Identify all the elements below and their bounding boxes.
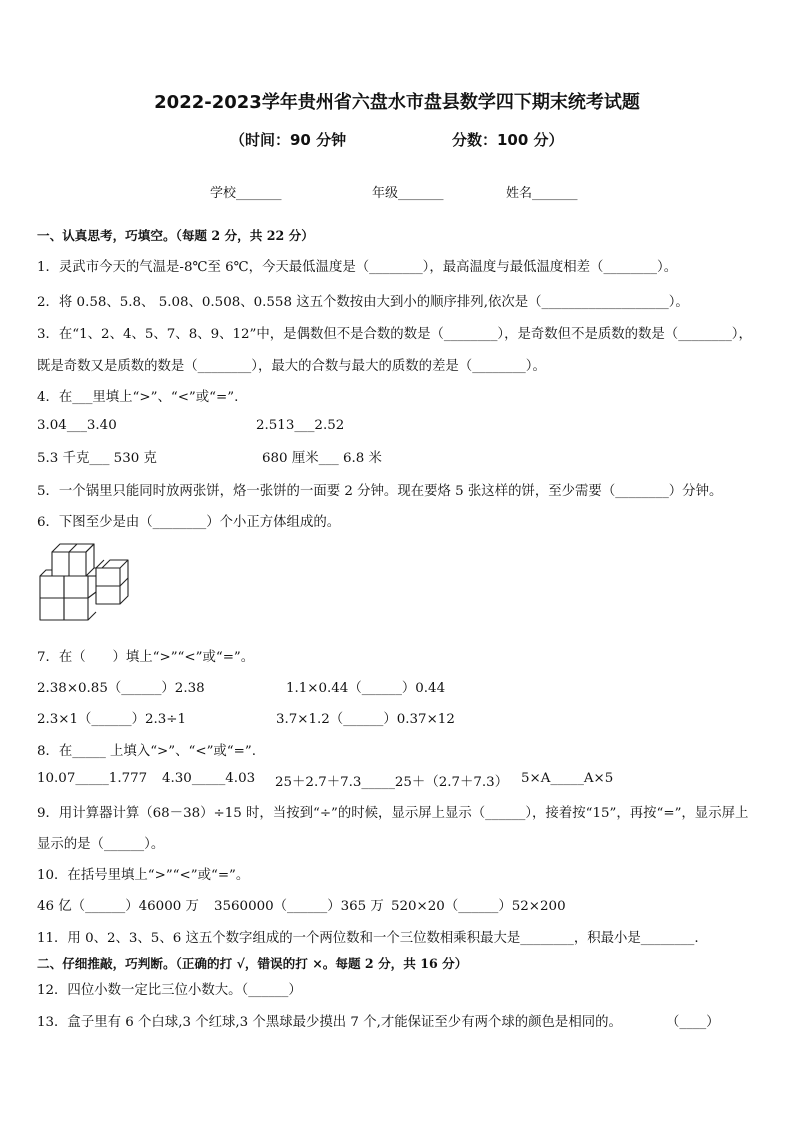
school-field: 学校_______	[210, 186, 282, 201]
question-2: 2．将 0.58、5.8、 5.08、0.508、0.558 这五个数按由大到小的顺序排列,依次是（___________________）。	[37, 295, 689, 310]
question-10-item: 3560000（______）365 万	[214, 899, 384, 914]
question-4-item: 2.513___2.52	[256, 418, 345, 433]
section-1-heading: 一、认真思考，巧填空。（每题 2 分，共 22 分）	[37, 228, 314, 243]
question-1: 1．灵武市今天的气温是-8℃至 6℃，今天最低温度是（________），最高温度与最低温度相差（________）。	[37, 260, 678, 275]
question-8: 8．在_____ 上填入“>”、“<”或“=”.	[37, 744, 256, 759]
question-7-item: 1.1×0.44（______）0.44	[286, 681, 446, 696]
question-13-blank: （____）	[666, 1015, 720, 1030]
question-13: 13．盒子里有 6 个白球,3 个红球,3 个黑球最少摸出 7 个,才能保证至少有两个球的颜色是相同的。	[37, 1015, 622, 1030]
question-7-item: 2.3×1（______）2.3÷1	[37, 712, 187, 727]
question-10-item: 520×20（______）52×200	[391, 899, 566, 914]
time-limit: （时间：90 分钟	[230, 131, 347, 149]
question-4-item: 3.04___3.40	[37, 418, 117, 433]
grade-field: 年级_______	[372, 186, 444, 201]
question-3-line-2: 既是奇数又是质数的数是（________），最大的合数与最大的质数的差是（________）。	[37, 359, 546, 374]
question-8-item: 5×A_____A×5	[521, 771, 614, 786]
question-4-item: 680 厘米___ 6.8 米	[262, 451, 382, 466]
question-10-item: 46 亿（______）46000 万	[37, 899, 199, 914]
question-9-line-1: 9．用计算器计算（68－38）÷15 时，当按到“÷”的时候，显示屏上显示（______），接着按“15”，再按“=”，显示屏上	[37, 806, 749, 821]
question-7-item: 3.7×1.2（______）0.37×12	[276, 712, 455, 727]
question-7: 7．在（ ）填上“>”“<”或“=”。	[37, 650, 255, 665]
question-6: 6．下图至少是由（________）个小正方体组成的。	[37, 515, 341, 530]
question-12: 12．四位小数一定比三位小数大。（______）	[37, 983, 302, 998]
question-4-item: 5.3 千克___ 530 克	[37, 451, 157, 466]
question-7-item: 2.38×0.85（______）2.38	[37, 681, 205, 696]
question-9-line-2: 显示的是（______）。	[37, 837, 165, 852]
section-2-heading: 二、仔细推敲，巧判断。（正确的打 √，错误的打 ×。每题 2 分，共 16 分）	[37, 956, 468, 971]
question-4: 4．在___里填上“>”、“<”或“=”.	[37, 390, 239, 405]
question-11: 11．用 0、2、3、5、6 这五个数字组成的一个两位数和一个三位数相乘积最大是________，积最小是________.	[37, 931, 699, 946]
page-title: 2022-2023学年贵州省六盘水市盘县数学四下期末统考试题	[154, 92, 640, 113]
question-8-item: 4.30_____4.03	[162, 771, 256, 786]
cube-stack-figure	[36, 542, 136, 632]
question-8-item: 25＋2.7＋7.3_____25＋（2.7＋7.3）	[275, 775, 509, 790]
question-5: 5．一个锅里只能同时放两张饼，烙一张饼的一面要 2 分钟。现在要烙 5 张这样的饼，至少需要（________）分钟。	[37, 484, 723, 499]
question-8-item: 10.07_____1.777	[37, 771, 148, 786]
total-score: 分数：100 分）	[452, 131, 564, 149]
name-field: 姓名_______	[506, 186, 578, 201]
question-3-line-1: 3．在“1、2、4、5、7、8、9、12”中，是偶数但不是合数的数是（________），是奇数但不是质数的数是（________），	[37, 327, 752, 342]
question-10: 10．在括号里填上“>”“<”或“=”。	[37, 868, 250, 883]
